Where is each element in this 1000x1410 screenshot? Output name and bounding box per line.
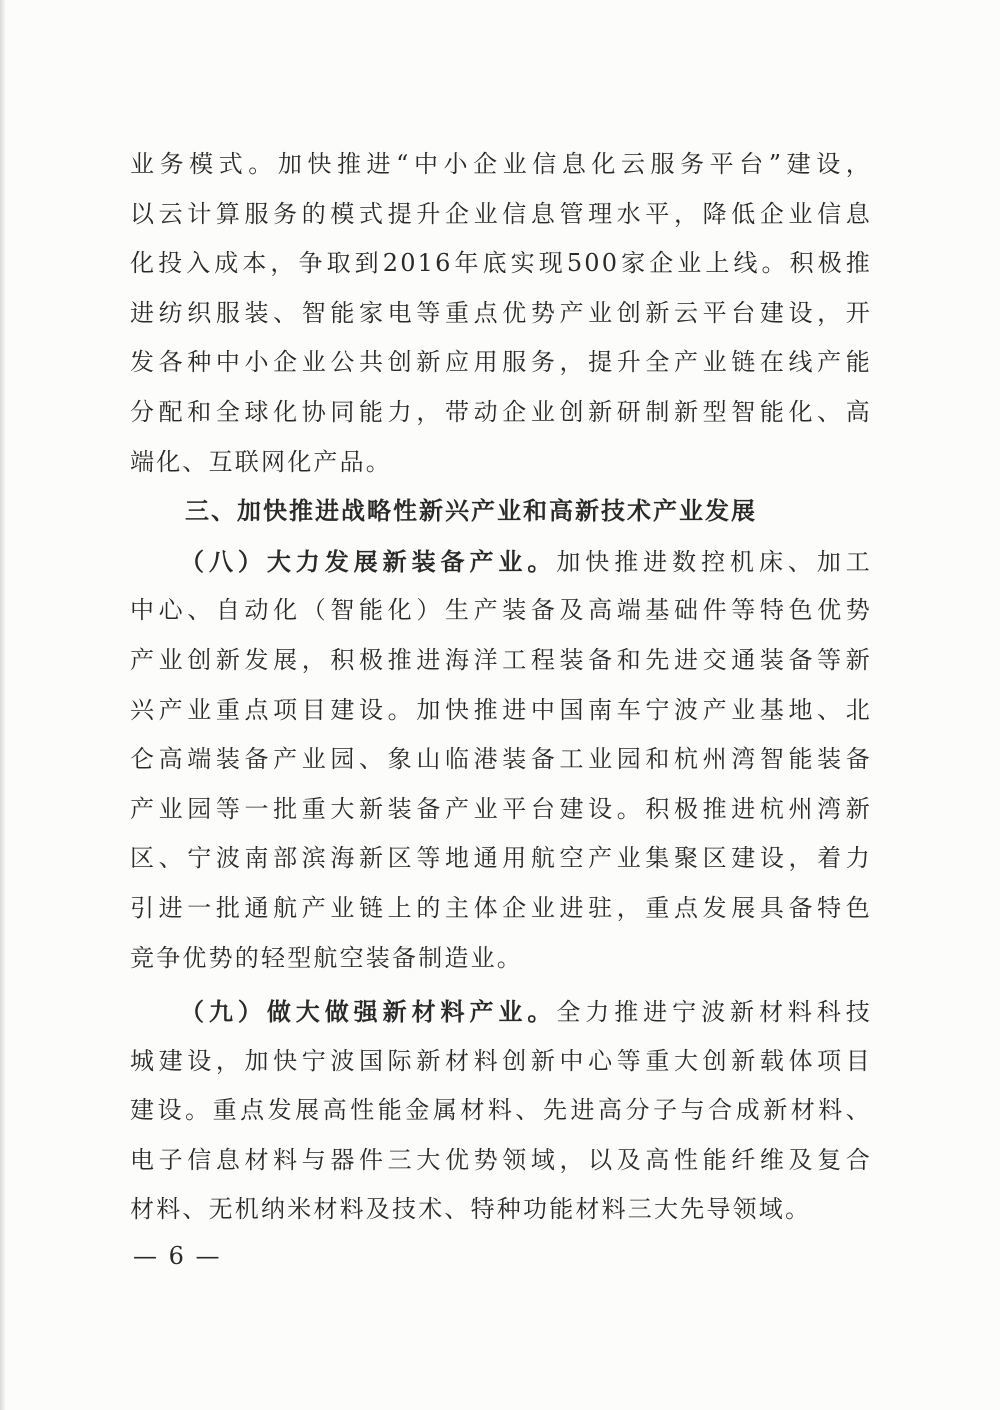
paragraph-line: 产业园等一批重大新装备产业平台建设。积极推进杭州湾新: [130, 794, 872, 823]
paragraph-line: 以云计算服务的模式提升企业信息管理水平，降低企业信息: [130, 199, 872, 228]
paragraph-line-rest: 全力推进宁波新材料科技: [556, 998, 873, 1027]
section-heading: 三、加快推进战略性新兴产业和高新技术产业发展: [185, 497, 757, 526]
paragraph-line: 建设。重点发展高性能金属材料、先进高分子与合成新材料、: [130, 1096, 872, 1125]
paragraph-first-line: [130, 987, 872, 1037]
paragraph-lead: （九）做大做强新材料产业。: [180, 997, 557, 1027]
paragraph-line: 区、宁波南部滨海新区等地通用航空产业集聚区建设，着力: [130, 844, 872, 873]
body-text: [130, 140, 872, 1235]
paragraph-line: 业务模式。加快推进“中小企业信息化云服务平台”建设，: [130, 150, 872, 178]
paragraph-line: 分配和全球化协同能力，带动企业创新研制新型智能化、高: [130, 397, 872, 426]
paragraph-line: 发各种中小企业公共创新应用服务，提升全产业链在线产能: [130, 348, 872, 377]
paragraph-line: 电子信息材料与器件三大优势领域，以及高性能纤维及复合: [130, 1145, 872, 1174]
page-number: — 6 —: [133, 1242, 222, 1270]
paragraph-line: 材料、无机纳米材料及技术、特种功能材料三大先导领域。: [130, 1195, 812, 1224]
paragraph-line: 城建设，加快宁波国际新材料创新中心等重大创新载体项目: [130, 1046, 872, 1075]
paragraph-line: 兴产业重点项目建设。加快推进中国南车宁波产业基地、北: [130, 695, 872, 724]
paragraph-line-rest: 加快推进数控机床、加工: [556, 547, 873, 576]
paragraph-line: 产业创新发展，积极推进海洋工程装备和先进交通装备等新: [130, 645, 872, 674]
paragraph-line: 中心、自动化（智能化）生产装备及高端基础件等特色优势: [130, 596, 872, 625]
paragraph-lead: （八）大力发展新装备产业。: [180, 546, 557, 576]
paragraph-line: 进纺织服装、智能家电等重点优势产业创新云平台建设，开: [130, 298, 872, 327]
paragraph-line: 仑高端装备产业园、象山临港装备工业园和杭州湾智能装备: [130, 745, 872, 774]
paragraph-line: 端化、互联网化产品。: [130, 447, 392, 476]
page-edge-shadow: [0, 0, 6, 1410]
paragraph-line: 化投入成本，争取到2016年底实现500家企业上线。积极推: [130, 249, 872, 278]
paragraph-line: 引进一批通航产业链上的主体企业进驻，重点发展具备特色: [130, 893, 872, 922]
paragraph-line: 竞争优势的轻型航空装备制造业。: [130, 943, 523, 972]
paragraph-first-line: [130, 537, 872, 587]
